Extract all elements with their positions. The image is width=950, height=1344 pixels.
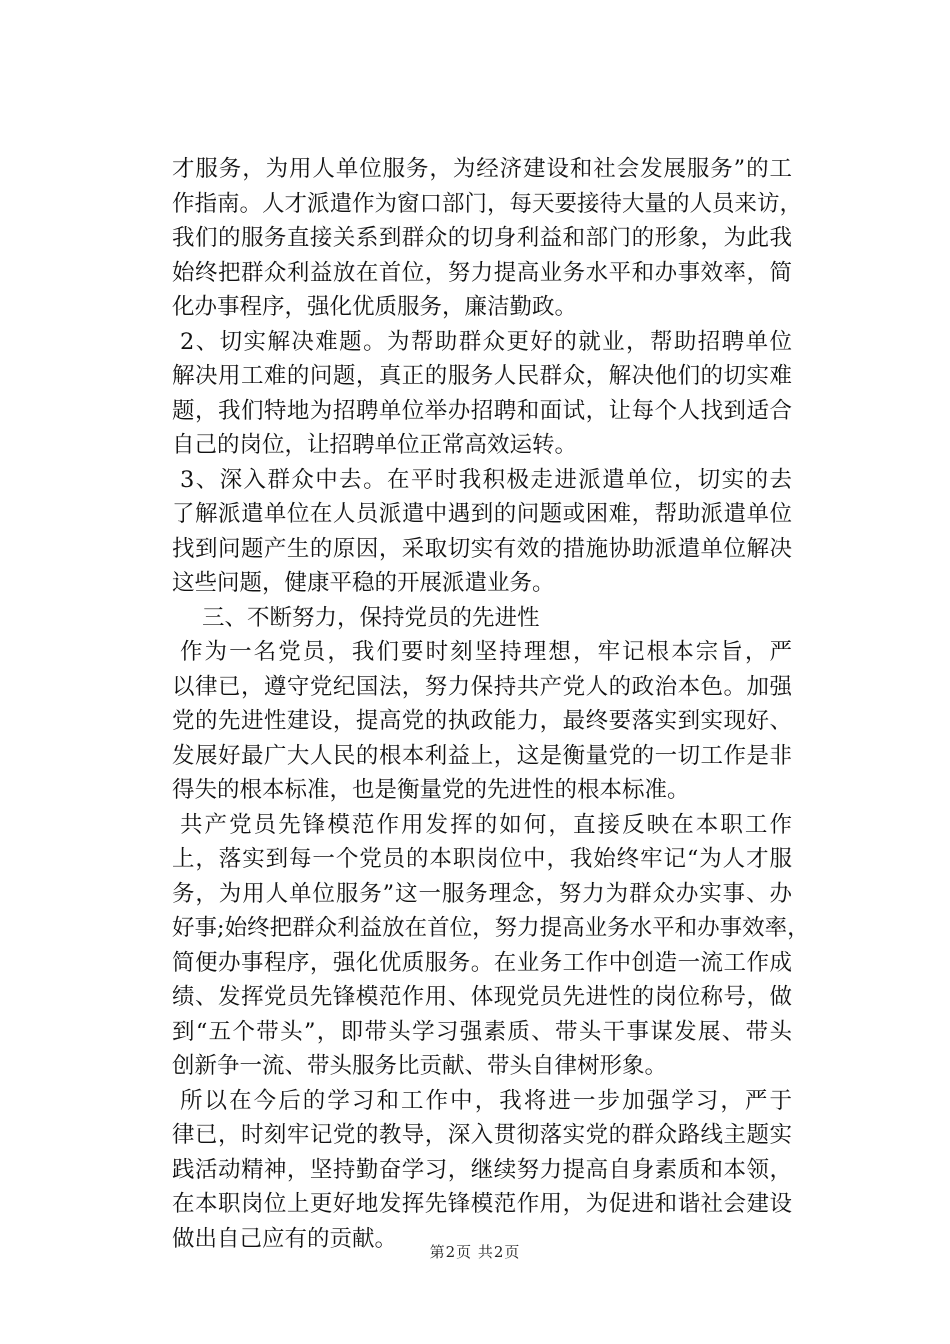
text-line: 题，我们特地为招聘单位举办招聘和面试，让每个人找到适合 [172, 397, 792, 424]
text-line: 践活动精神，坚持勤奋学习，继续努力提高自身素质和本领， [172, 1156, 792, 1183]
text-line: 得失的根本标准，也是衡量党的先进性的根本标准。 [172, 777, 690, 803]
text-line: 所以在今后的学习和工作中，我将进一步加强学习，严于 [180, 1087, 792, 1114]
text-line: 以律已，遵守党纪国法，努力保持共产党人的政治本色。加强 [172, 673, 792, 700]
text-line: 简便办事程序，强化优质服务。在业务工作中创造一流工作成 [172, 949, 792, 976]
text-line: 化办事程序，强化优质服务，廉洁勤政。 [172, 294, 578, 320]
page-number-footer: 第2页 共2页 [429, 1243, 521, 1261]
text-line: 2、切实解决难题。为帮助群众更好的就业，帮助招聘单位 [180, 328, 792, 355]
text-line: 才服务，为用人单位服务，为经济建设和社会发展服务”的工 [172, 156, 792, 182]
text-line: 党的先进性建设，提高党的执政能力，最终要落实到实现好、 [172, 708, 792, 734]
text-line: 律已，时刻牢记党的教导，深入贯彻落实党的群众路线主题实 [172, 1122, 792, 1148]
text-line: 创新争一流、带头服务比贡献、带头自律树形象。 [172, 1053, 668, 1079]
text-line: 我们的服务直接关系到群众的切身利益和部门的形象，为此我 [172, 225, 792, 251]
text-line: 解决用工难的问题，真正的服务人民群众，解决他们的切实难 [172, 363, 792, 389]
text-line: 了解派遣单位在人员派遣中遇到的问题或困难，帮助派遣单位 [172, 501, 792, 527]
text-line: 作为一名党员，我们要时刻坚持理想，牢记根本宗旨，严 [180, 639, 792, 665]
text-line: 作指南。人才派遣作为窗口部门，每天要接待大量的人员来访， [172, 190, 803, 217]
text-line: 务，为用人单位服务”这一服务理念，努力为群众办实事、办 [172, 880, 792, 907]
text-line: 上，落实到每一个党员的本职岗位中，我始终牢记“为人才服 [172, 846, 792, 872]
text-line: 到“五个带头”，即带头学习强素质、带头干事谋发展、带头 [172, 1018, 792, 1045]
text-line: 这些问题，健康平稳的开展派遣业务。 [172, 570, 555, 596]
text-line: 3、深入群众中去。在平时我积极走进派遣单位，切实的去 [180, 466, 792, 493]
text-line: 做出自己应有的贡献。 [172, 1225, 398, 1252]
text-line: 共产党员先锋模范作用发挥的如何，直接反映在本职工作 [180, 811, 792, 838]
text-line: 自己的岗位，让招聘单位正常高效运转。 [172, 432, 578, 458]
text-line: 始终把群众利益放在首位，努力提高业务水平和办事效率，简 [172, 259, 792, 286]
text-line: 好事;始终把群众利益放在首位，努力提高业务水平和办事效率， [172, 915, 810, 941]
document-body [172, 152, 810, 1256]
text-line: 找到问题产生的原因，采取切实有效的措施协助派遣单位解决 [172, 535, 792, 562]
text-line: 在本职岗位上更好地发挥先锋模范作用，为促进和谐社会建设 [172, 1191, 792, 1217]
text-line: 绩、发挥党员先锋模范作用、体现党员先进性的岗位称号，做 [172, 984, 792, 1010]
text-line: 发展好最广大人民的根本利益上，这是衡量党的一切工作是非 [172, 742, 792, 769]
section-heading: 三、不断努力，保持党员的先进性 [202, 604, 540, 631]
